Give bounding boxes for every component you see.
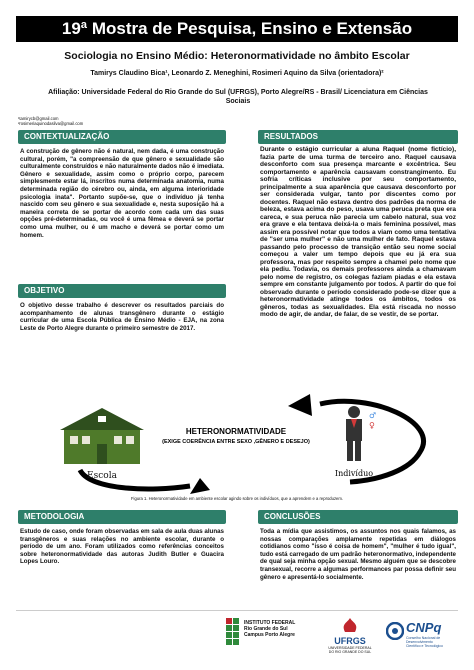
arrowhead-right [190, 478, 210, 494]
authors: Tamirys Claudino Bica¹, Leonardo Z. Meneghini, Rosimeri Aquino da Silva (orientadora)² [90, 70, 384, 77]
svg-text:♀: ♀ [369, 421, 375, 430]
diagram-center-title: HETERONORMATIVIDADE [185, 427, 287, 436]
figure-caption: Figura 1. Heteronormatividade em ambiente escolar agindo sobre os indivíduos, que a aprendem e a reproduzem. [130, 496, 344, 501]
individual-label: Indivíduo [334, 469, 374, 478]
cnpq-mark-icon [386, 622, 404, 640]
poster [8, 6, 466, 664]
conclusoes-text: Toda a mídia que assistimos, os assuntos nos quais falamos, as nossas comparações amplamente repetidas em diálogos cotidianos como "isso é coisa de homem", "mulher é tudo igual", tudo está carregado de um padrão heteronormativo, independente de qual seja minha opção sexual. Mesmo alguém que se descobre transexual, recorre a algumas performances par possa definir seu gênero e apresentá-lo socialmente. [260, 528, 456, 581]
cnpq-logo [386, 618, 462, 650]
section-header-metodologia: METODOLOGIA [18, 510, 226, 524]
objetivo-text: O objetivo desse trabalho é descrever os resultados parciais do acompanhamento de alunas transgênero durante o estágio curricular de uma Escola Pública de Ensino Médio - EJA, na zona Leste de Porto Alegre durante o primeiro semestre de 2017. [20, 302, 224, 332]
school-label: Escola [87, 471, 117, 481]
event-title-banner: 19ª Mostra de Pesquisa, Ensino e Extensão [16, 16, 458, 42]
email-1: ¹tamirycb@gmail.com [18, 116, 59, 121]
email-2: ²rosimeriaquinodasilva@gmail.com [18, 121, 84, 126]
svg-text:♂: ♂ [369, 411, 377, 420]
arrowhead-left [288, 394, 312, 416]
section-header-objetivo: OBJETIVO [18, 284, 226, 298]
email-list [18, 116, 83, 126]
affiliation: Afiliação: Universidade Federal do Rio Grande do Sul (UFRGS), Porto Alegre/RS - Brasil/ Licenciatura em Ciências Sociais [48, 89, 428, 105]
section-header-resultados: RESULTADOS [258, 130, 458, 144]
ifrs-line-2: Rio Grande do Sul [244, 626, 288, 632]
ifrs-mark-icon [226, 618, 246, 648]
diagram-center-subtitle: (EXIGE COERÊNCIA ENTRE SEXO ,GÊNERO E DESEJO) [162, 439, 310, 445]
cnpq-line-2: Conselho Nacional de Desenvolvimento [406, 636, 441, 644]
metodologia-text: Estudo de caso, onde foram observadas em sala de aula duas alunas transgêneros e suas relações no ambiente escolar, durante o período de um ano. Foram utilizados como referências conceitos sobre heteronormatividade das autoras Judith Butler e Guacira Lopes Louro. [20, 528, 224, 566]
cnpq-line-3: Científico e Tecnológico [406, 644, 443, 648]
school-icon [60, 408, 144, 464]
section-header-contextualizacao: CONTEXTUALIZAÇÃO [18, 130, 226, 144]
paper-title: Sociologia no Ensino Médio: Heteronormatividade no âmbito Escolar [64, 50, 410, 62]
ufrgs-flame-icon [339, 618, 361, 632]
contextualizacao-text: A construção de gênero não é natural, nem dada, é uma construção cultural, porém, "a compreensão de que gênero e sexualidade são culturalmente construídos e não naturalmente dados não é imediata. Gênero e sexualidade, assim como o próprio corpo, parecem simplesmente estar lá, inscritos numa determinada anatomia, numa determinada região do cérebro ou, ainda, em alguma interioridade psicologia inata". Portanto supõe-se, que o indivíduo já tenha nascido com seu gênero e sua sexualidade e, nesta suposição há a maneira correta de se portar de acordo com cada um das suas opções pré-determinadas, ou você é uma fêmea e deverá se portar como uma mulher, ou é um macho e deverá se portar como um homem. [20, 148, 224, 239]
cnpq-name: CNPq [406, 620, 442, 635]
ifrs-line-3: Campus Porto Alegre [244, 632, 295, 638]
heteronormativity-diagram [20, 382, 452, 494]
ufrgs-line-3: DO RIO GRANDE DO SUL [328, 650, 372, 654]
person-icon [346, 406, 376, 461]
ifrs-logo [226, 618, 308, 650]
section-header-conclusoes: CONCLUSÕES [258, 510, 458, 524]
ufrgs-logo [320, 618, 380, 654]
resultados-text: Durante o estágio curricular a aluna Raquel (nome fictício), fazia parte de uma turma de terceiro ano. Raquel causava desconforto com sua presença marcante e excêntrica. Seu comportamento e aparência causavam constrangimento. Eu sofria críticas inclusive por seu comportamento, principalmente a sua aparência que causava desconforto por ser considerada vulgar, tanto por discentes como por docentes. Raquel não estava dentro dos padrões da norma de beleza, estava acima do peso, usava uma peruca preta que era careca, e sua peruca não parecia um cabelo natural, sua voz era grave e ela tentava deixá-la o mais feminina possível, mas assim era possível notar que todos a viam como uma tentativa de "ser uma mulher" e não uma mulher de fato. Raquel estava passando pelo processo de transição então seu nome social começou a valer um tempo depois que eu já era sua professora, mas por respeito sempre a chamei pelo nome que ela pediu. Todavia, os demais professores ainda a chamavam pelo nome de registro, os colegas faziam piadas e ela estava sempre em constante julgamento por todos. A partir do que foi observado durante o período considerado pode-se dizer que a heteronormatividade atinge todos os âmbitos, todos os gêneros, todas as sexualidades. Ela está riscada no nosso modo de agir, de andar, de falar, de se vestir, de se portar. [260, 146, 456, 318]
footer-divider [16, 610, 458, 611]
ifrs-line-1: INSTITUTO FEDERAL [244, 620, 296, 626]
ufrgs-name: UFRGS [334, 636, 366, 646]
ufrgs-line-2: UNIVERSIDADE FEDERAL [328, 646, 372, 650]
